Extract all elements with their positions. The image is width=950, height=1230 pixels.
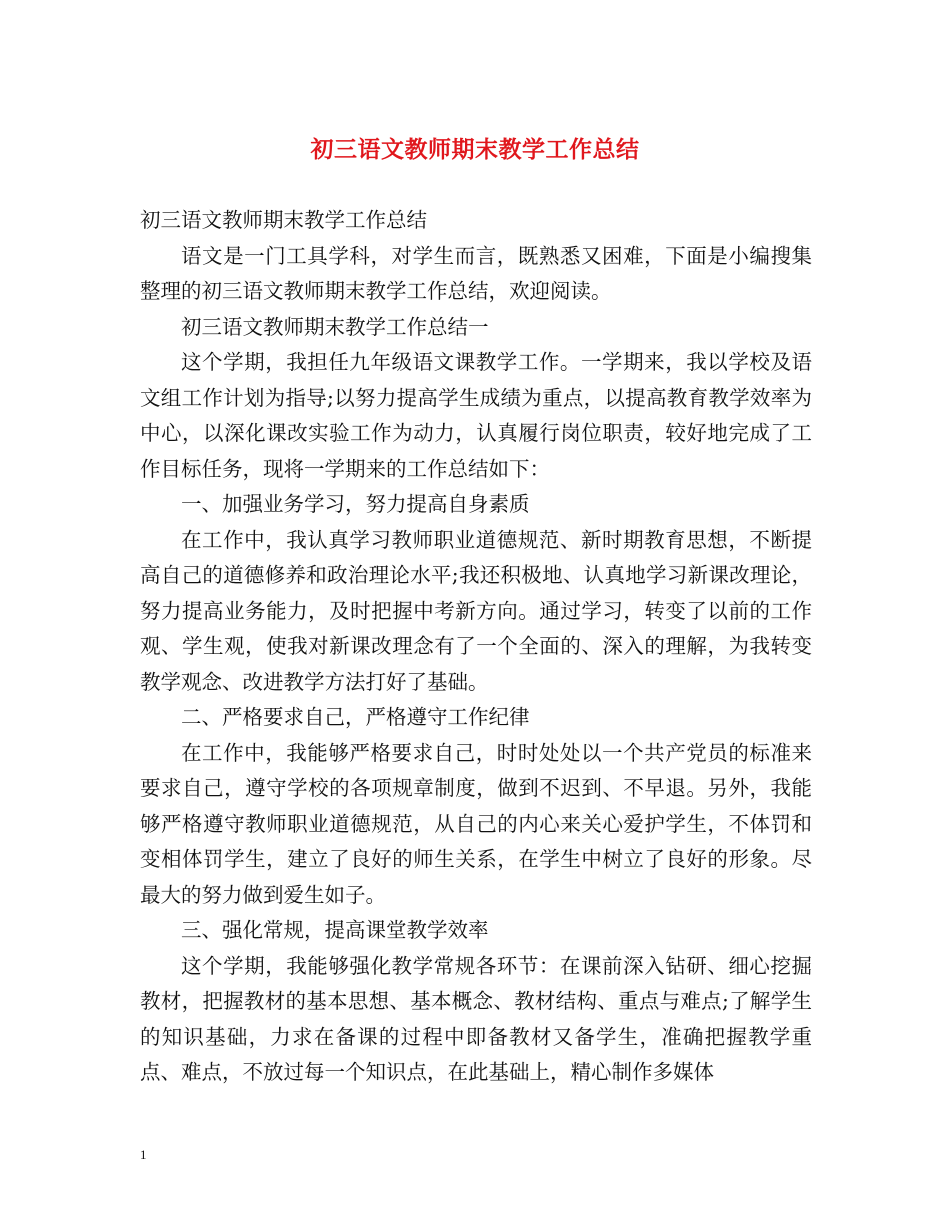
document-title: 初三语文教师期末教学工作总结 (310, 136, 640, 163)
section-heading: 一、加强业务学习，努力提高自身素质 (181, 492, 530, 516)
paragraph: 在工作中，我认真学习教师职业道德规范、新时期教育思想，不断提高自己的道德修养和政治理论水平;我还积极地、认真地学习新课改理论，努力提高业务能力，及时把握中考新方向。通过学习，转变了以前的工作观、学生观，使我对新课改理念有了一个全面的、深入的理解，为我转变教学观念、改进教学方法打好了基础。 (140, 527, 812, 694)
section-heading: 三、强化常规，提高课堂教学效率 (181, 918, 489, 942)
paragraph: 初三语文教师期末教学工作总结 (140, 208, 427, 232)
page-number: 1 (140, 1147, 147, 1162)
paragraph: 这个学期，我担任九年级语文课教学工作。一学期来，我以学校及语文组工作计划为指导;以努力提高学生成绩为重点，以提高教育教学效率为中心，以深化课改实验工作为动力，认真履行岗位职责，较好地完成了工作目标任务，现将一学期来的工作总结如下： (140, 350, 812, 481)
document-body (140, 203, 812, 1091)
paragraph: 在工作中，我能够严格要求自己，时时处处以一个共产党员的标准来要求自己，遵守学校的各项规章制度，做到不迟到、不早退。另外，我能够严格遵守教师职业道德规范，从自己的内心来关心爱护学生，不体罚和变相体罚学生，建立了良好的师生关系，在学生中树立了良好的形象。尽最大的努力做到爱生如子。 (140, 740, 812, 907)
section-heading: 初三语文教师期末教学工作总结一 (181, 314, 489, 339)
paragraph: 语文是一门工具学科，对学生而言，既熟悉又困难，下面是小编搜集整理的初三语文教师期末教学工作总结，欢迎阅读。 (140, 243, 812, 303)
section-heading: 二、严格要求自己，严格遵守工作纪律 (181, 705, 530, 729)
paragraph: 这个学期，我能够强化教学常规各环节：在课前深入钻研、细心挖掘教材，把握教材的基本思想、基本概念、教材结构、重点与难点;了解学生的知识基础，力求在备课的过程中即备教材又备学生，准确把握教学重点、难点，不放过每一个知识点，在此基础上，精心制作多媒体 (140, 953, 812, 1084)
